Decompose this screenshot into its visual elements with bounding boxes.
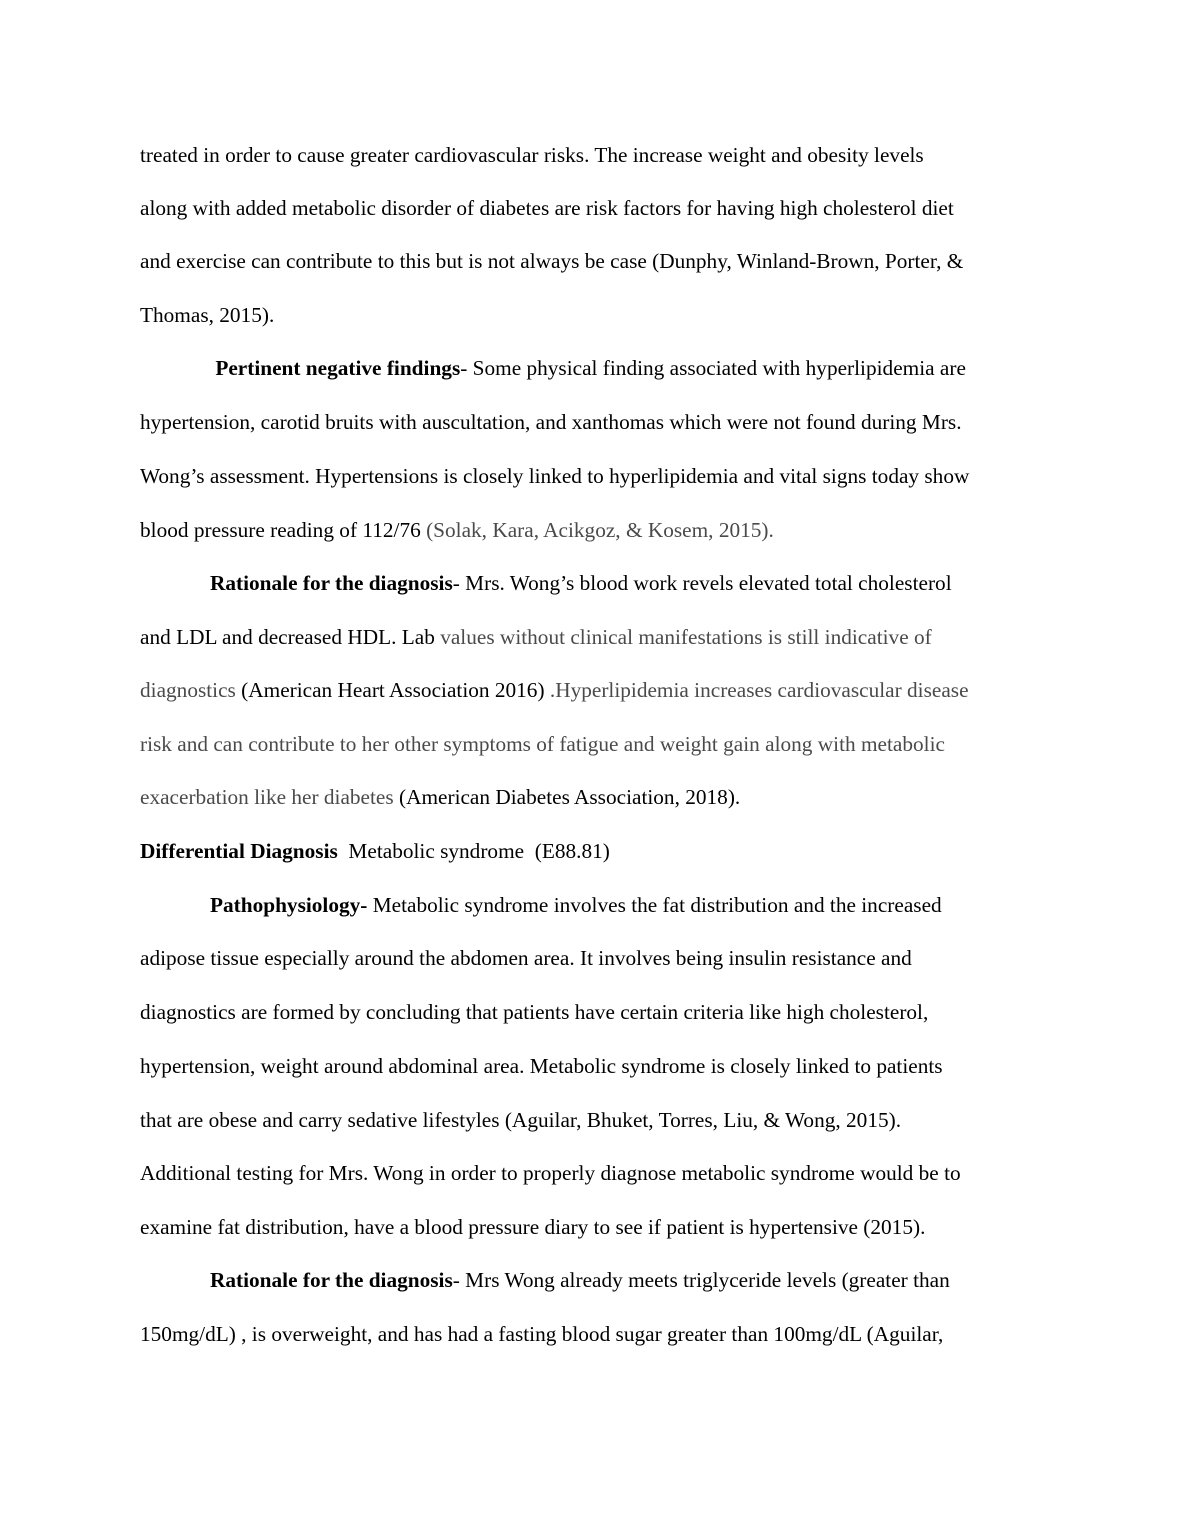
bold-heading-text: Differential Diagnosis: [140, 839, 338, 863]
text-line: [140, 839, 610, 863]
body-text: hypertension, weight around abdominal area. Metabolic syndrome is closely linked to patients: [140, 1054, 943, 1078]
text-line: [140, 196, 954, 220]
gray-text: risk and can contribute to her other symptoms of fatigue and weight gain along with metabolic: [140, 732, 945, 756]
text-line: [140, 625, 932, 649]
gray-text: (Solak, Kara, Acikgoz, & Kosem, 2015).: [426, 518, 774, 542]
body-text: and LDL and decreased HDL. Lab: [140, 625, 441, 649]
text-line: [140, 143, 924, 167]
text-line: [140, 732, 945, 756]
body-text: treated in order to cause greater cardiovascular risks. The increase weight and obesity levels: [140, 143, 924, 167]
gray-text: values without clinical manifestations is still indicative of: [440, 625, 932, 649]
body-text: 150mg/dL) , is overweight, and has had a fasting blood sugar greater than 100mg/dL (Aguilar,: [140, 1322, 944, 1346]
text-line: [210, 356, 966, 380]
body-text: Metabolic syndrome involves the fat distribution and the increased: [367, 893, 942, 917]
text-line: [140, 1322, 943, 1346]
gray-text: .Hyperlipidemia increases cardiovascular disease: [549, 678, 969, 702]
body-text: Metabolic syndrome (E88.81): [337, 839, 610, 863]
text-line: [140, 464, 969, 488]
body-text: blood pressure reading of 112/76: [140, 518, 427, 542]
body-text: hypertension, carotid bruits with auscultation, and xanthomas which were not found during Mrs.: [140, 410, 962, 434]
text-line: [140, 249, 963, 273]
text-line: [210, 571, 952, 595]
text-line: [140, 1215, 925, 1239]
text-line: [140, 1054, 943, 1078]
text-line: [140, 1161, 961, 1185]
body-text: - Mrs. Wong’s blood work revels elevated total cholesterol: [452, 571, 952, 595]
text-line: [140, 946, 912, 970]
text-line: [140, 1000, 928, 1024]
body-text: adipose tissue especially around the abdomen area. It involves being insulin resistance and: [140, 946, 912, 970]
body-text: (American Diabetes Association, 2018).: [398, 785, 741, 809]
gray-text: exacerbation like her diabetes: [140, 785, 399, 809]
bold-heading-text: Pathophysiology-: [210, 893, 368, 917]
body-text: that are obese and carry sedative lifestyles (Aguilar, Bhuket, Torres, Liu, & Wong, 2015).: [140, 1108, 902, 1132]
body-text: examine fat distribution, have a blood pressure diary to see if patient is hypertensive (2015).: [140, 1215, 926, 1239]
body-text: and exercise can contribute to this but is not always be case (Dunphy, Winland-Brown, Porter, &: [140, 249, 964, 273]
text-line: [210, 893, 942, 917]
body-text: (American Heart Association 2016): [241, 678, 550, 702]
text-line: [140, 303, 274, 327]
body-text: along with added metabolic disorder of diabetes are risk factors for having high cholesterol diet: [140, 196, 954, 220]
gray-text: diagnostics: [140, 678, 242, 702]
text-line: [140, 1108, 901, 1132]
body-text: Additional testing for Mrs. Wong in order to properly diagnose metabolic syndrome would be to: [140, 1161, 961, 1185]
bold-heading-text: Rationale for the diagnosis: [210, 1268, 453, 1292]
body-text: Wong’s assessment. Hypertensions is closely linked to hyperlipidemia and vital signs today show: [140, 464, 970, 488]
bold-heading-text: Pertinent negative findings: [210, 356, 461, 380]
text-line: [140, 785, 740, 809]
body-text: diagnostics are formed by concluding that patients have certain criteria like high cholesterol,: [140, 1000, 929, 1024]
body-text: Thomas, 2015).: [140, 303, 275, 327]
text-line: [140, 518, 774, 542]
body-text: - Some physical finding associated with hyperlipidemia are: [460, 356, 966, 380]
bold-heading-text: Rationale for the diagnosis: [210, 571, 453, 595]
text-line: [140, 678, 969, 702]
body-text: - Mrs Wong already meets triglyceride levels (greater than: [452, 1268, 950, 1292]
text-line: [210, 1268, 950, 1292]
text-line: [140, 410, 962, 434]
